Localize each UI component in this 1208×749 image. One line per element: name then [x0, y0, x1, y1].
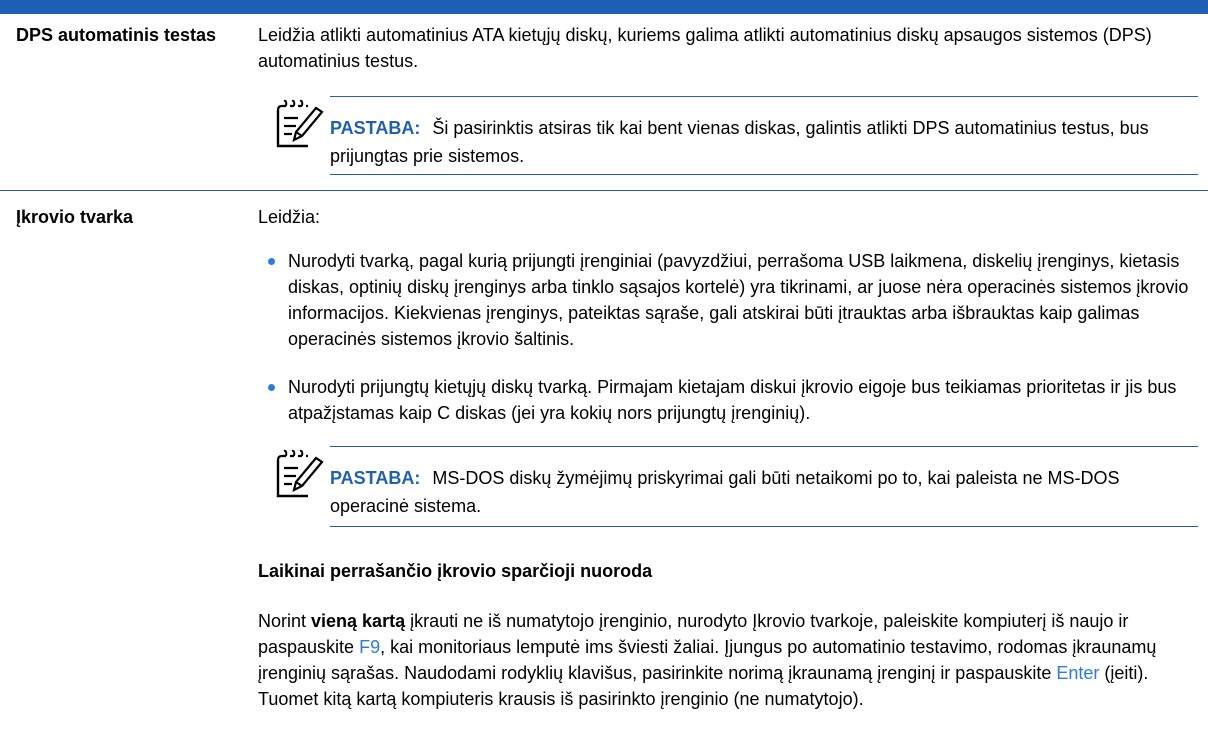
row-label-dps: DPS automatinis testas [16, 25, 217, 45]
bullet-text-2: Nurodyti prijungtų kietųjų diskų tvarką. Pirmajam kietajam diskui įkrovio eigoje bus teikiamas prioritetas ir jis bus atpažįstamas kaip C diskas (jei yra kokių nors prijungtų įrenginių). [288, 377, 1177, 423]
note-top-rule [330, 96, 1198, 97]
bullet-icon [268, 384, 275, 391]
note-label: PASTABA: [330, 468, 421, 488]
row-divider [0, 190, 1208, 191]
paragraph-text: (įeiti). Tuomet kitą kartą kompiuteris krausis iš pasirinkto įrenginio (ne numatytojo). [258, 663, 1149, 709]
key-enter-link[interactable]: Enter [1056, 663, 1100, 683]
note-text: Ši pasirinktis atsiras tik kai bent vienas diskas, galintis atlikti DPS automatinius testus, bus prijungtas prie sistemos. [330, 118, 1149, 166]
key-f9-link[interactable]: F9 [359, 637, 381, 657]
paragraph-emphasis: vieną kartą [311, 611, 406, 631]
note-msdos [330, 464, 1198, 520]
note-pencil-icon [274, 98, 324, 150]
paragraph-boot-override [258, 608, 1193, 712]
note-bottom-rule [330, 526, 1198, 527]
paragraph-text: , kai monitoriaus lemputė ims šviesti žaliai. Įjungus po automatinio testavimo, rodomas įkraunamų įrenginių sąrašas. Naudodami rodyklių klavišus, pasirinkite norimą įkraunamą įrenginį ir paspauskite [258, 637, 1157, 683]
bullet-icon [268, 258, 275, 265]
note-top-rule [330, 446, 1198, 447]
paragraph-text: Norint [258, 611, 312, 631]
note-label: PASTABA: [330, 118, 421, 138]
bullet-text-1: Nurodyti tvarką, pagal kurią prijungti įrenginiai (pavyzdžiui, perrašoma USB laikmena, diskelių įrenginys, kietasis diskas, optinių diskų įrenginys arba tinklo sąsajos kortelė) yra tikrinami, ar juose nėra operacinės sistemos įkrovio informacijos. Kiekvienas įrenginys, pateiktas sąraše, gali atskirai būti įtrauktas arba išbrauktas kaip galimas operacinės sistemos įkrovio šaltinis. [288, 251, 1189, 349]
header-rule [0, 0, 1208, 14]
row-description-dps: Leidžia atlikti automatinius ATA kietųjų diskų, kuriems galima atlikti automatinius diskų apsaugos sistemos (DPS) automatinius testus. [258, 25, 1152, 71]
note-bottom-rule [330, 174, 1198, 175]
paragraph-text: įkrauti ne iš numatytojo įrenginio, nurodyto Įkrovio tvarkoje, paleiskite kompiuterį iš naujo ir paspauskite [258, 611, 1129, 657]
note-dps [330, 114, 1198, 170]
note-pencil-icon [274, 448, 324, 500]
row-intro-boot-order: Leidžia: [258, 207, 321, 227]
row-label-boot-order: Įkrovio tvarka [16, 207, 134, 227]
note-text: MS-DOS diskų žymėjimų priskyrimai gali būti netaikomi po to, kai paleista ne MS-DOS operacinė sistema. [330, 468, 1120, 516]
subheading-boot-override: Laikinai perrašančio įkrovio sparčioji nuoroda [258, 561, 653, 581]
